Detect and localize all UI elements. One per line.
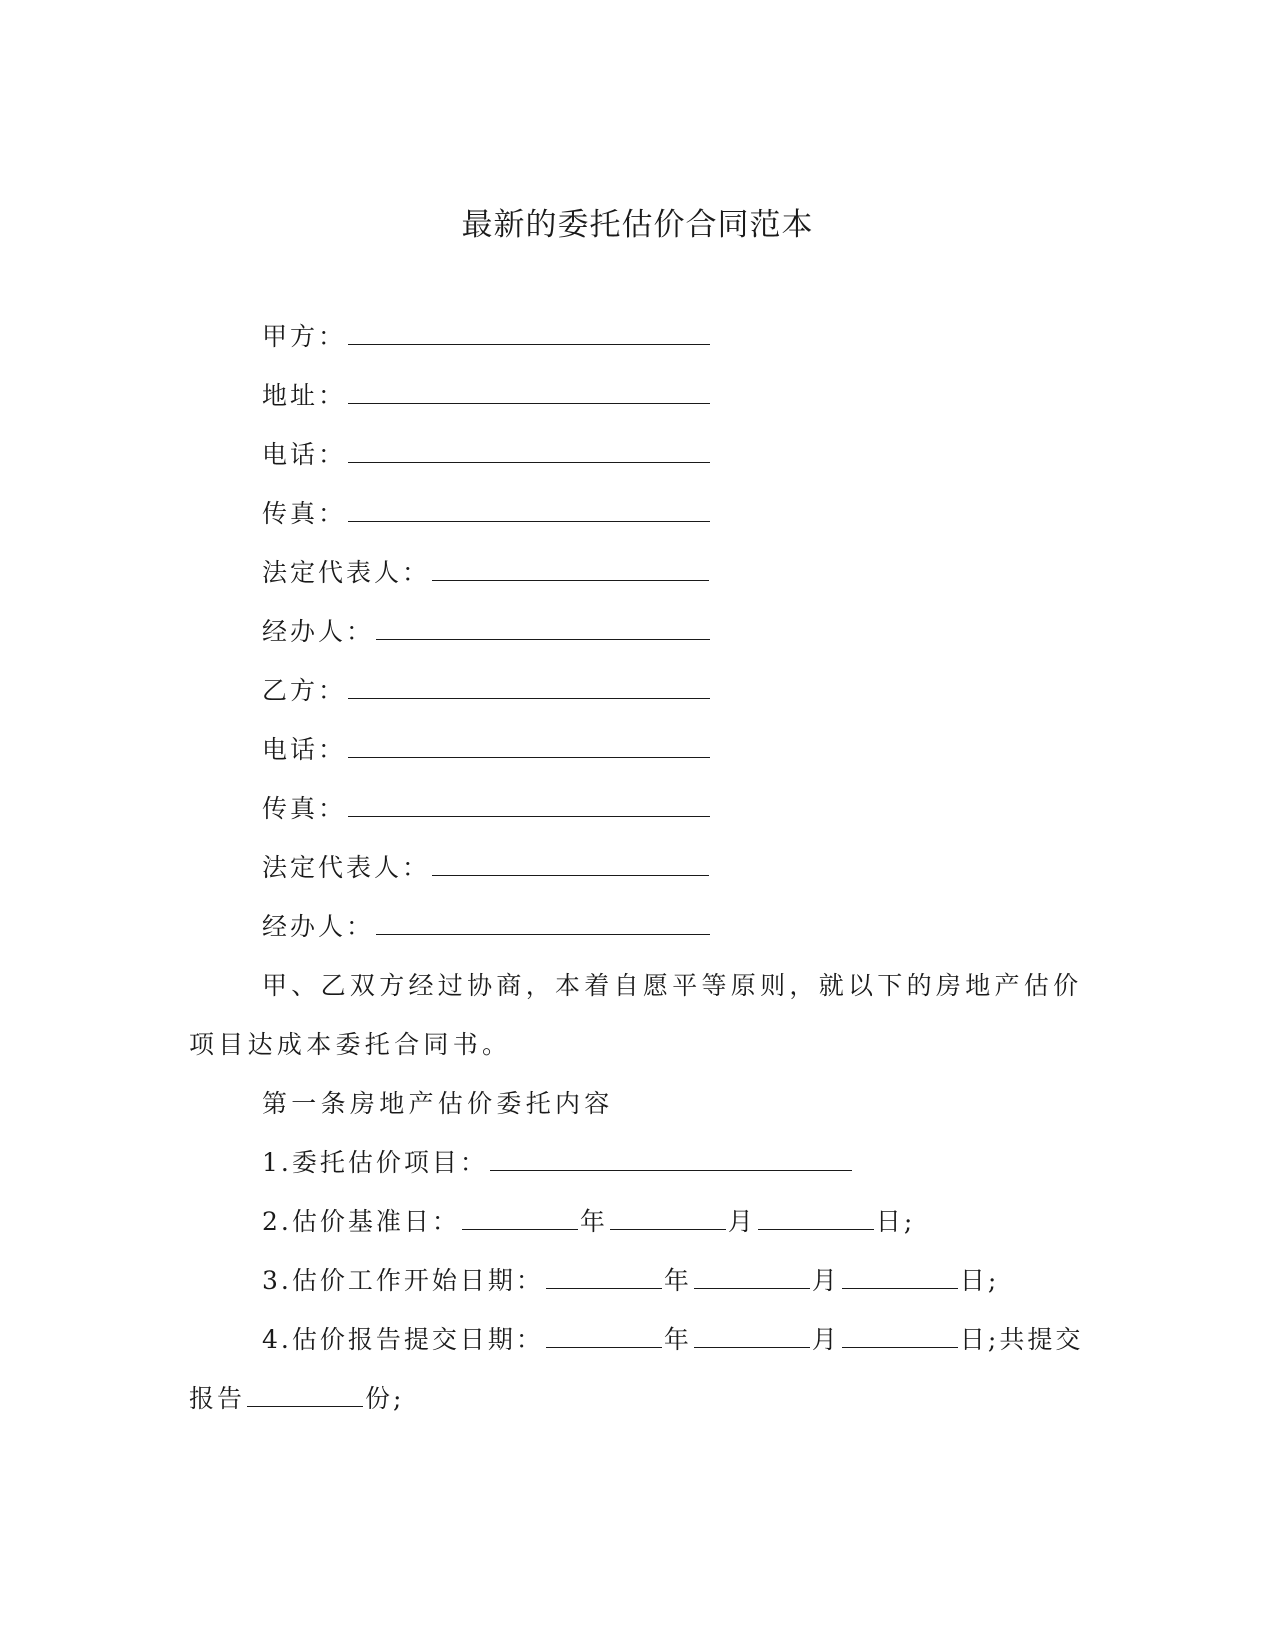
- party-b-agent-label: 经办人：: [262, 912, 375, 941]
- item4-month-blank[interactable]: [694, 1325, 810, 1348]
- party-a-label: 甲方：: [262, 322, 347, 351]
- party-a-phone-blank[interactable]: [348, 440, 710, 463]
- party-b-agent-blank[interactable]: [376, 912, 710, 935]
- party-b-phone-label: 电话：: [262, 735, 347, 764]
- party-a-address-line: [262, 379, 712, 413]
- item2-year-text: 年: [579, 1207, 608, 1236]
- item1-label: 1.委托估价项目：: [262, 1148, 488, 1177]
- party-b-legal-rep-label: 法定代表人：: [262, 853, 431, 882]
- party-b-phone-line: [262, 733, 712, 767]
- item4-line: [262, 1323, 1083, 1357]
- item4-continuation-line: [189, 1382, 404, 1416]
- item1-blank[interactable]: [490, 1148, 852, 1171]
- party-a-legal-rep-label: 法定代表人：: [262, 558, 431, 587]
- article1-heading: 第一条房地产估价委托内容: [262, 1089, 614, 1118]
- item3-month-blank[interactable]: [694, 1266, 810, 1289]
- party-b-blank[interactable]: [348, 676, 710, 699]
- item4-label: 4.估价报告提交日期：: [262, 1325, 544, 1354]
- party-b-label: 乙方：: [262, 676, 347, 705]
- copies-text: 份;: [365, 1384, 405, 1413]
- intro-paragraph-line2: 项目达成本委托合同书。: [189, 1030, 512, 1059]
- party-b-fax-line: [262, 792, 712, 826]
- item3-label: 3.估价工作开始日期：: [262, 1266, 544, 1295]
- report-copies-blank[interactable]: [247, 1384, 363, 1407]
- report-label: 报告: [189, 1384, 246, 1413]
- document-title: 最新的委托估价合同范本: [461, 207, 814, 243]
- item2-year-blank[interactable]: [462, 1207, 578, 1230]
- item3-line: [262, 1264, 999, 1298]
- item2-day-blank[interactable]: [758, 1207, 874, 1230]
- party-b-fax-label: 传真：: [262, 794, 347, 823]
- party-a-agent-label: 经办人：: [262, 617, 375, 646]
- party-b-agent-line: [262, 910, 712, 944]
- item1-line: [262, 1146, 854, 1180]
- party-b-legal-rep-line: [262, 851, 711, 885]
- party-a-legal-rep-line: [262, 556, 711, 590]
- party-b-line: [262, 674, 712, 708]
- party-a-fax-line: [262, 497, 712, 531]
- party-a-fax-label: 传真：: [262, 499, 347, 528]
- party-a-fax-blank[interactable]: [348, 499, 710, 522]
- item3-year-text: 年: [663, 1266, 692, 1295]
- party-a-blank[interactable]: [348, 322, 710, 345]
- party-a-phone-label: 电话：: [262, 440, 347, 469]
- party-a-line: [262, 320, 712, 354]
- intro-paragraph-line1: 甲、乙双方经过协商，本着自愿平等原则，就以下的房地产估价: [262, 971, 1083, 1000]
- item3-year-blank[interactable]: [546, 1266, 662, 1289]
- item4-month-text: 月: [811, 1325, 840, 1354]
- item3-day-blank[interactable]: [842, 1266, 958, 1289]
- item2-month-blank[interactable]: [610, 1207, 726, 1230]
- party-b-legal-rep-blank[interactable]: [432, 853, 709, 876]
- party-a-agent-blank[interactable]: [376, 617, 710, 640]
- item3-month-text: 月: [811, 1266, 840, 1295]
- party-a-address-label: 地址：: [262, 381, 347, 410]
- item4-day-blank[interactable]: [842, 1325, 958, 1348]
- item2-line: [262, 1205, 915, 1239]
- item3-day-text: 日;: [959, 1266, 1000, 1295]
- item4-year-text: 年: [663, 1325, 692, 1354]
- party-b-phone-blank[interactable]: [348, 735, 710, 758]
- party-a-legal-rep-blank[interactable]: [432, 558, 709, 581]
- party-a-address-blank[interactable]: [348, 381, 710, 404]
- item2-label: 2.估价基准日：: [262, 1207, 460, 1236]
- party-a-agent-line: [262, 615, 712, 649]
- item4-day-text: 日;共提交: [959, 1325, 1084, 1354]
- party-a-phone-line: [262, 438, 712, 472]
- party-b-fax-blank[interactable]: [348, 794, 710, 817]
- item2-month-text: 月: [727, 1207, 756, 1236]
- item2-day-text: 日;: [875, 1207, 916, 1236]
- item4-year-blank[interactable]: [546, 1325, 662, 1348]
